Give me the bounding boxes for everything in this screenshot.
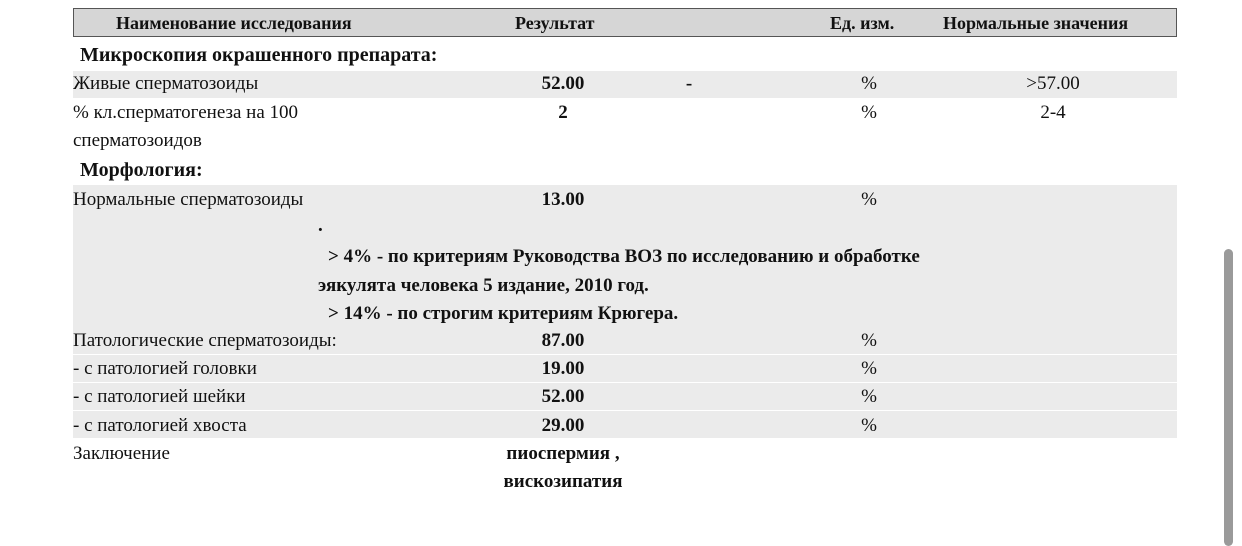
header-result: Результат <box>515 13 595 33</box>
row-unit-neck: % <box>861 386 877 407</box>
header-unit: Ед. изм. <box>830 13 895 33</box>
row-result-neck: 52.00 <box>541 386 585 407</box>
row-unit-normal-sperm: % <box>861 189 877 210</box>
row-name-pathological: Патологические сперматозоиды: <box>73 330 337 351</box>
row-flag-live-sperm: - <box>685 73 693 94</box>
row-name-head: - с патологией головки <box>73 358 257 379</box>
note-line2: эякулята человека 5 издание, 2010 год. <box>318 275 649 296</box>
row-unit-spermatogenesis: % <box>861 102 877 123</box>
conclusion-line2: вискозипатия <box>503 471 623 492</box>
row-name-conclusion: Заключение <box>73 443 170 464</box>
section-title-microscopy: Микроскопия окрашенного препарата: <box>80 44 438 66</box>
row-result-normal-sperm: 13.00 <box>541 189 585 210</box>
row-norm-spermatogenesis: 2-4 <box>1040 102 1066 123</box>
row-name-live-sperm: Живые сперматозоиды <box>73 73 259 94</box>
header-name: Наименование исследования <box>116 13 352 33</box>
row-result-live-sperm: 52.00 <box>541 73 585 94</box>
row-unit-pathological: % <box>861 330 877 351</box>
row-divider <box>73 354 1177 355</box>
row-unit-head: % <box>861 358 877 379</box>
row-name-spermatogenesis-line1: % кл.сперматогенеза на 100 <box>73 102 299 123</box>
vertical-scrollbar[interactable] <box>1224 249 1233 546</box>
note-line1: > 4% - по критериям Руководства ВОЗ по исследованию и обработке <box>328 246 920 267</box>
table-header <box>73 8 1177 37</box>
header-norm: Нормальные значения <box>943 13 1129 33</box>
row-name-normal-sperm: Нормальные сперматозоиды <box>73 189 304 210</box>
row-name-spermatogenesis-line2: сперматозоидов <box>73 130 202 151</box>
row-name-tail: - с патологией хвоста <box>73 415 247 436</box>
note-line3: > 14% - по строгим критериям Крюгера. <box>328 303 679 324</box>
row-result-head: 19.00 <box>541 358 585 379</box>
row-result-tail: 29.00 <box>541 415 585 436</box>
row-norm-live-sperm: >57.00 <box>1026 73 1080 94</box>
conclusion-line1: пиоспермия , <box>506 443 620 464</box>
row-unit-live-sperm: % <box>861 73 877 94</box>
row-result-spermatogenesis: 2 <box>558 102 568 123</box>
row-result-pathological: 87.00 <box>541 330 585 351</box>
row-unit-tail: % <box>861 415 877 436</box>
row-divider <box>73 382 1177 383</box>
section-title-morphology: Морфология: <box>80 159 203 181</box>
row-divider <box>73 410 1177 411</box>
note-dot: . <box>318 215 323 236</box>
row-name-neck: - с патологией шейки <box>73 386 246 407</box>
